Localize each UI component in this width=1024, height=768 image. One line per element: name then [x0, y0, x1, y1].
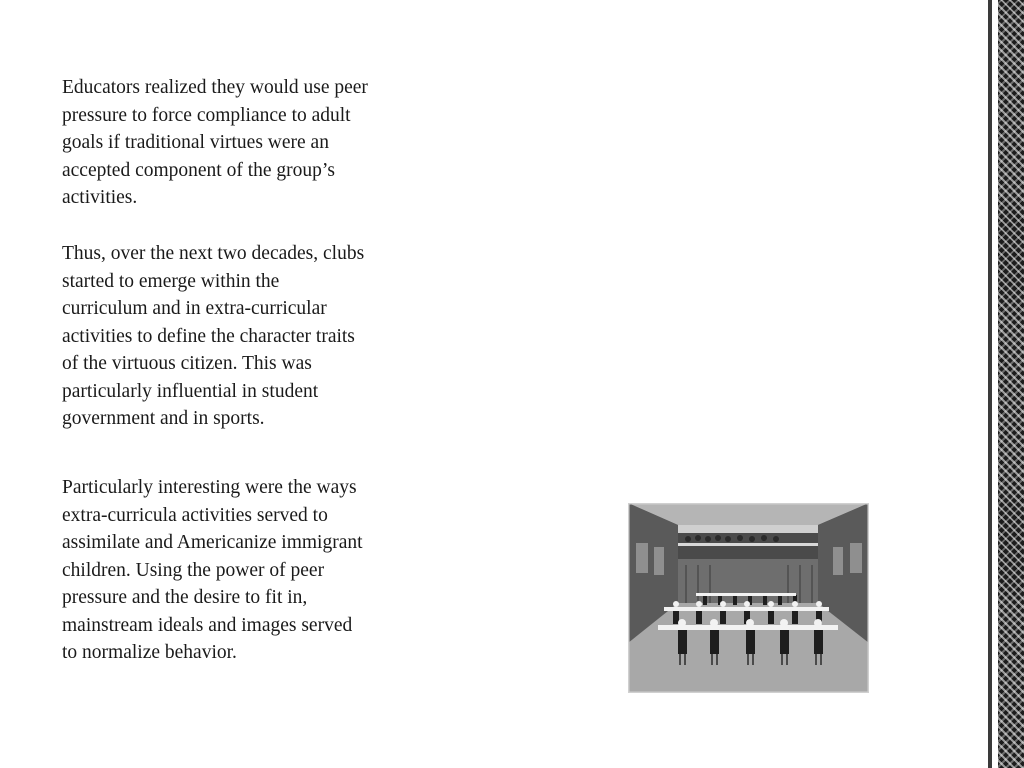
paragraph-clubs: Thus, over the next two decades, clubs started to emerge within the curriculum and in extra-curricular activities to define the character traits of the virtuous citizen. This was particularly influential in student government and in sports.: [62, 243, 365, 429]
paragraph-educators: Educators realized they would use peer pressure to force compliance to adult goals if traditional virtues were an accepted component of the group’s activities.: [62, 77, 368, 208]
decorative-border: [976, 0, 1024, 768]
diamond-pattern-border: [996, 0, 1024, 768]
border-line: [988, 0, 992, 768]
gymnasium-photo: [628, 503, 869, 693]
paragraph-immigrant-children: Particularly interesting were the ways extra-curricula activities served to assimilate and Americanize immigrant children. Using the power of peer pressure and the desire to fit in, mainstream ideals and images served to normalize behavior.: [62, 477, 363, 663]
border-highlight: [996, 0, 998, 768]
